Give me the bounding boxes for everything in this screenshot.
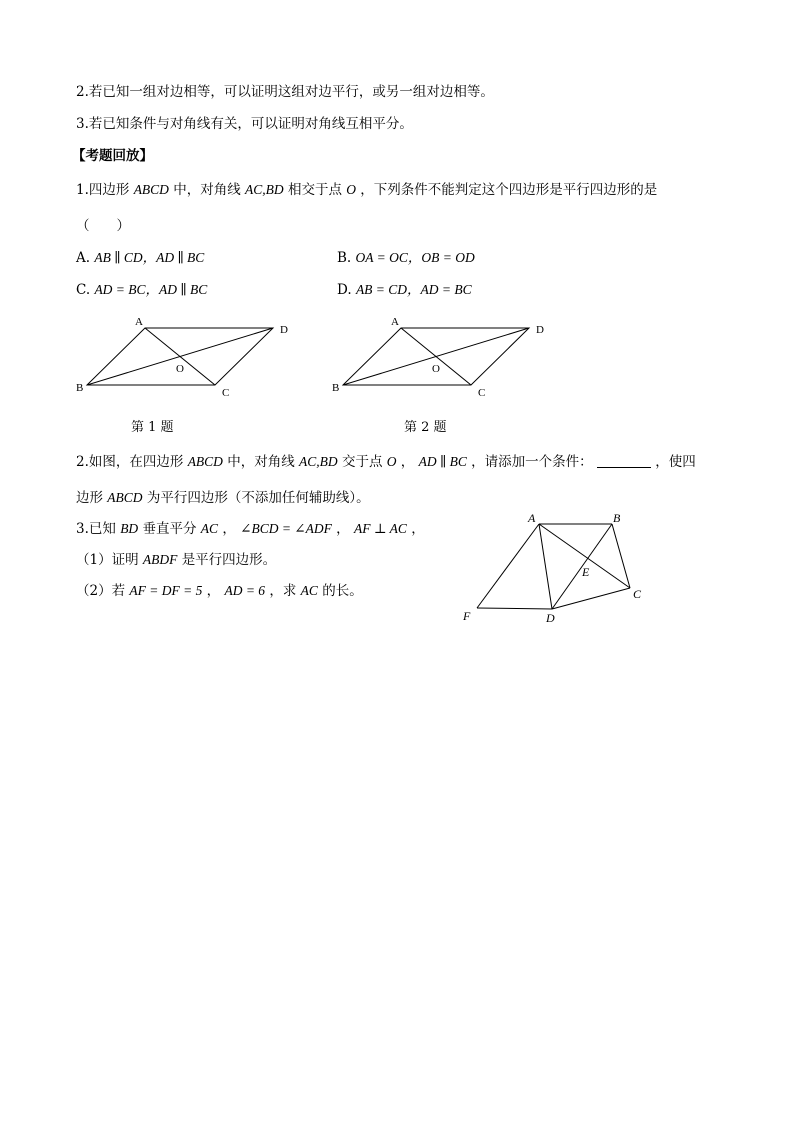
question-1-bracket: （ ） (76, 218, 130, 234)
fig3-segment-fa (477, 524, 539, 608)
q3-text: （1）证明 (76, 552, 139, 568)
fig3-segment-bc (612, 524, 630, 588)
q1-math-o: O (346, 182, 356, 197)
q3-text: （2）若 (76, 583, 126, 599)
q3-math-cond1: AF = DF = 5 (129, 583, 203, 598)
fig3-segment-ad (539, 524, 552, 609)
fig3-label-b: B (613, 511, 621, 525)
fig1-label-a: A (135, 316, 143, 328)
fig3-label-c: C (633, 587, 642, 601)
fig2-diagonal-bd (343, 328, 529, 385)
q3-text: 是平行四边形。 (181, 552, 277, 568)
q2-text: 为平行四边形（不添加任何辅助线）。 (146, 490, 370, 506)
section-heading: 【考题回放】 (72, 148, 153, 164)
q2-text: ，使四 (655, 454, 696, 470)
fig3-segment-cd (552, 588, 630, 609)
q3-text: 垂直平分 (142, 521, 197, 537)
question-2-stem (76, 452, 696, 472)
q1-text: 中，对角线 (173, 182, 241, 198)
fig1-label-d: D (280, 324, 288, 336)
q1-option-a (76, 248, 204, 268)
q1-option-b (337, 248, 475, 268)
q1-option-d (337, 280, 472, 300)
q3-math-bd: BD (120, 521, 139, 536)
q1-text: 1.四边形 (76, 182, 130, 198)
q2-math-o: O (386, 454, 397, 469)
fig1-label-o: O (176, 363, 184, 375)
q1-text: ，下列条件不能判定这个四边形是平行四边形的是 (360, 182, 658, 198)
q2-math-abcd: ABCD (107, 490, 143, 505)
option-text: OA = OC，OB = OD (355, 250, 475, 265)
q3-math-perp: AF ⊥ AC (353, 521, 407, 536)
figure-2-caption: 第 2 题 (404, 420, 447, 435)
q3-text: ， (336, 521, 350, 537)
fig2-label-d: D (536, 324, 544, 336)
q2-text: 边形 (76, 490, 103, 506)
q2-text: ， (400, 454, 415, 470)
fig2-label-a: A (391, 316, 399, 328)
question-3-part-2 (76, 581, 363, 601)
question-3-stem (76, 519, 425, 539)
option-label: A. (76, 250, 91, 266)
figure-3-quadrilateral (456, 508, 656, 628)
fig1-label-b: B (76, 382, 84, 394)
figure-1-caption: 第 1 题 (131, 420, 174, 435)
fig3-label-f: F (463, 609, 471, 623)
method-note-3: 3.若已知条件与对角线有关，可以证明对角线互相平分。 (76, 116, 413, 132)
q3-text: ， (411, 521, 425, 537)
question-1-stem (76, 180, 657, 200)
q3-text: ，求 (269, 583, 297, 599)
q3-text: 3.已知 (76, 521, 116, 537)
option-label: B. (337, 250, 352, 266)
fig2-label-o: O (432, 363, 440, 375)
answer-blank[interactable] (597, 453, 651, 468)
q3-math-abdf: ABDF (142, 552, 178, 567)
q2-text: 中，对角线 (227, 454, 295, 470)
q1-option-c (76, 280, 207, 300)
q3-text: ， (222, 521, 236, 537)
figure-1-parallelogram (70, 312, 310, 407)
q1-text: 相交于点 (287, 182, 342, 198)
method-note-2: 2.若已知一组对边相等，可以证明这组对边平行，或另一组对边相等。 (76, 84, 494, 100)
fig3-label-a: A (528, 511, 536, 525)
q2-math-condition: AD ∥ BC (418, 454, 467, 469)
fig1-label-c: C (222, 387, 230, 399)
question-2-line-2 (76, 488, 370, 508)
q2-math-acbd: AC,BD (299, 454, 338, 469)
option-text: AD = BC，AD ∥ BC (94, 282, 208, 297)
fig2-label-b: B (332, 382, 340, 394)
q3-math-cond2: AD = 6 (224, 583, 266, 598)
q2-text: 2.如图，在四边形 (76, 454, 184, 470)
q2-text: ，请添加一个条件： (471, 454, 593, 470)
q3-text: ， (206, 583, 221, 599)
option-text: AB ∥ CD，AD ∥ BC (94, 250, 205, 265)
q2-math-abcd: ABCD (187, 454, 223, 469)
q3-text: 的长。 (322, 583, 363, 599)
q2-text: 交于点 (341, 454, 383, 470)
q1-math-abcd: ABCD (133, 182, 169, 197)
q1-math-acbd: AC,BD (245, 182, 284, 197)
fig1-diagonal-bd (87, 328, 273, 385)
fig3-label-d: D (546, 611, 555, 625)
q3-math-ac: AC (300, 583, 318, 598)
option-text: AB = CD，AD = BC (355, 282, 472, 297)
option-label: C. (76, 282, 91, 298)
q3-math-angle: ∠BCD = ∠ADF (240, 521, 332, 536)
option-label: D. (337, 282, 352, 298)
q3-math-ac: AC (200, 521, 219, 536)
question-3-part-1 (76, 550, 276, 570)
fig3-label-e: E (582, 565, 590, 579)
fig2-label-c: C (478, 387, 486, 399)
figure-2-parallelogram (326, 312, 566, 407)
fig3-segment-df (477, 608, 552, 609)
